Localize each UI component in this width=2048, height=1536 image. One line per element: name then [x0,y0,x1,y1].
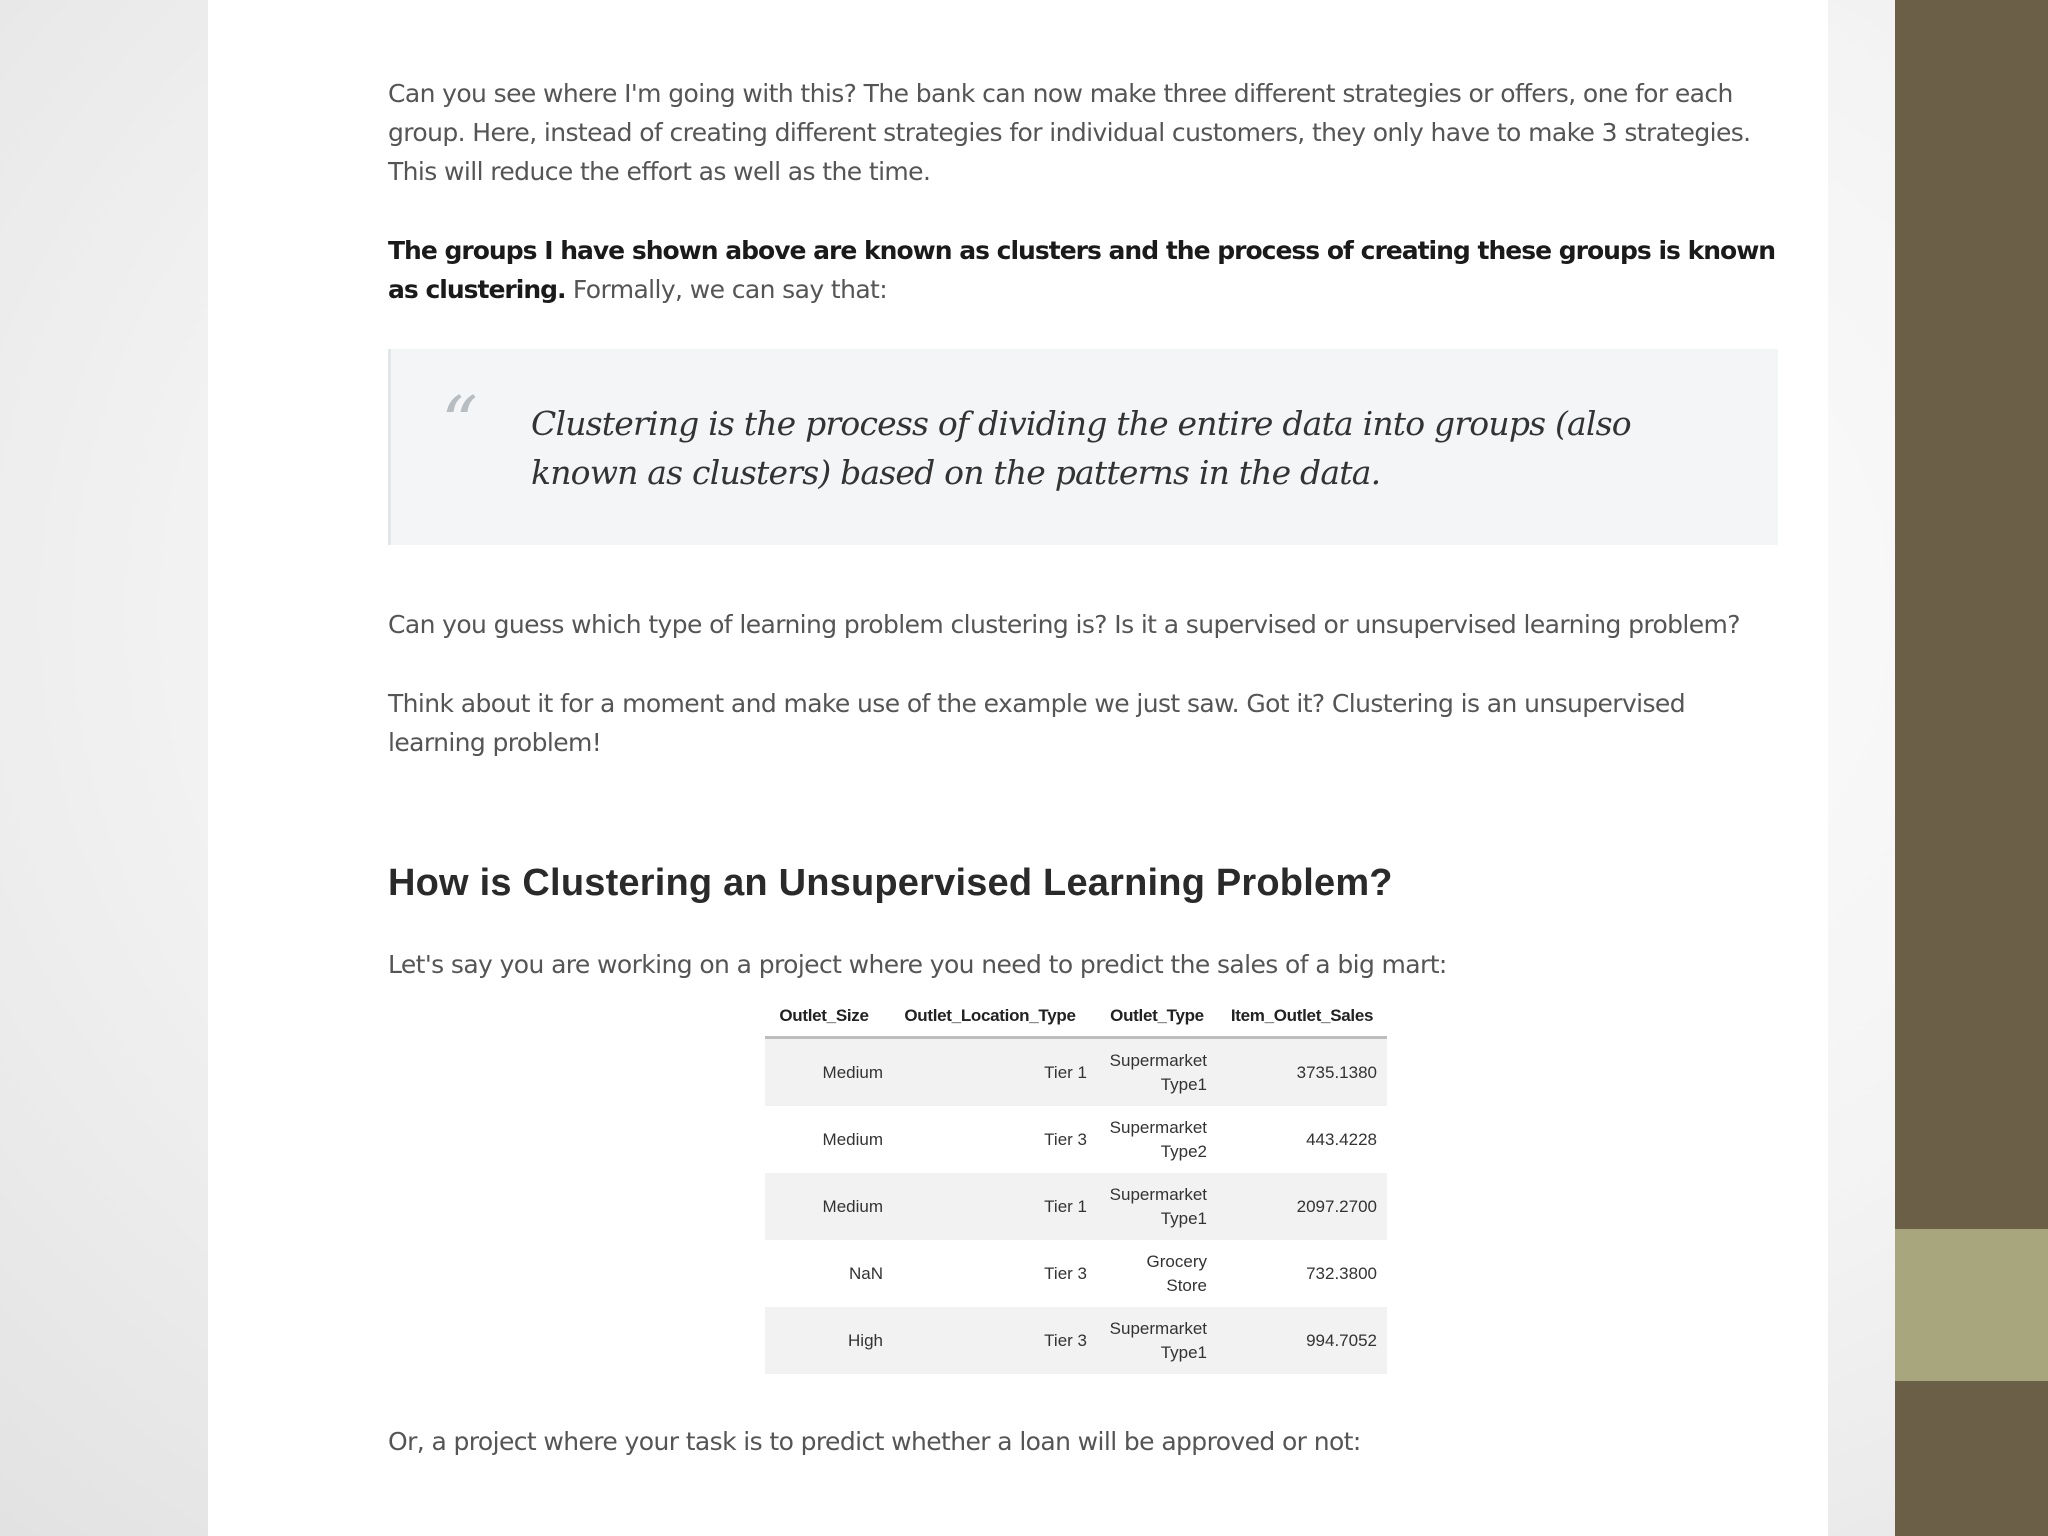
table-row [765,1106,1387,1173]
clusters-bold-text: The groups I have shown above are known as clusters and the process of creating these groups is known as clustering. [388,236,1776,304]
cell-sales: 2097.2700 [1217,1173,1387,1240]
outlet-type-line2: Type1 [1160,1074,1207,1094]
outlet-type-line2: Type1 [1160,1342,1207,1362]
cell-outlet-type [1097,1240,1217,1307]
cell-location-type: Tier 1 [883,1173,1097,1240]
outlet-type-line1: Supermarket [1109,1117,1207,1137]
clustering-definition-quote [388,349,1778,545]
big-mart-sales-table [765,1006,1387,1374]
header-outlet-location-type: Outlet_Location_Type [883,1006,1097,1038]
cell-outlet-size: Medium [765,1038,883,1107]
paragraph-loan-approval: Or, a project where your task is to predict whether a loan will be approved or not: [388,1427,1361,1456]
cell-outlet-size: High [765,1307,883,1374]
section-heading: How is Clustering an Unsupervised Learning Problem? [388,862,1393,904]
paragraph-strategies: Can you see where I'm going with this? The bank can now make three different strategies or offers, one for each group. Here, instead of creating different strategies for individual customers, they only have to make 3 strategies. This will reduce the effort as well as the time. [388,79,1751,186]
quote-mark-icon: “ [441,381,478,465]
table-row [765,1240,1387,1307]
cell-sales: 732.3800 [1306,1263,1377,1283]
cell-location-type: Tier 3 [883,1307,1097,1374]
outlet-type-line1: Supermarket [1109,1050,1207,1070]
paragraph-clusters-definition [388,231,1778,309]
cell-outlet-size: Medium [822,1129,883,1149]
cell-outlet-type [1097,1106,1217,1173]
cell-outlet-size: NaN [848,1263,883,1283]
article-content [388,74,1778,1501]
outlet-type-line1: Supermarket [1109,1318,1207,1338]
outlet-type-line1: Supermarket [1109,1184,1207,1204]
outlet-type-line2: Store [1166,1275,1207,1295]
cell-location-type: Tier 3 [1044,1263,1087,1283]
outlet-type-line1: Grocery [1146,1251,1207,1271]
table-header-row [765,1006,1387,1038]
table-row [765,1038,1387,1107]
cell-sales: 994.7052 [1217,1307,1387,1374]
cell-location-type: Tier 3 [1044,1129,1087,1149]
formally-text: Formally, we can say that: [565,275,888,304]
header-item-outlet-sales: Item_Outlet_Sales [1217,1006,1387,1038]
paragraph-guess-learning-type: Can you guess which type of learning problem clustering is? Is it a supervised or unsupervised learning problem? [388,610,1740,639]
outlet-type-line2: Type1 [1160,1208,1207,1228]
header-outlet-type: Outlet_Type [1097,1006,1217,1038]
paragraph-unsupervised-answer: Think about it for a moment and make use of the example we just saw. Got it? Clustering is an unsupervised learning problem! [388,689,1685,757]
header-outlet-size: Outlet_Size [765,1006,883,1038]
cell-sales: 3735.1380 [1217,1038,1387,1107]
cell-sales: 443.4228 [1306,1129,1377,1149]
cell-outlet-type [1097,1038,1217,1107]
cell-outlet-type [1097,1307,1217,1374]
cell-outlet-type [1097,1173,1217,1240]
article-page [208,0,1828,1536]
cell-location-type: Tier 1 [883,1038,1097,1107]
table-row [765,1173,1387,1240]
slide-side-accent [1895,1229,2048,1381]
quote-text: Clustering is the process of dividing the entire data into groups (also known as clusters) based on the patterns in the data. [531,404,1631,492]
paragraph-big-mart: Let's say you are working on a project where you need to predict the sales of a big mart: [388,950,1447,979]
outlet-type-line2: Type2 [1160,1141,1207,1161]
cell-outlet-size: Medium [765,1173,883,1240]
table-row [765,1307,1387,1374]
